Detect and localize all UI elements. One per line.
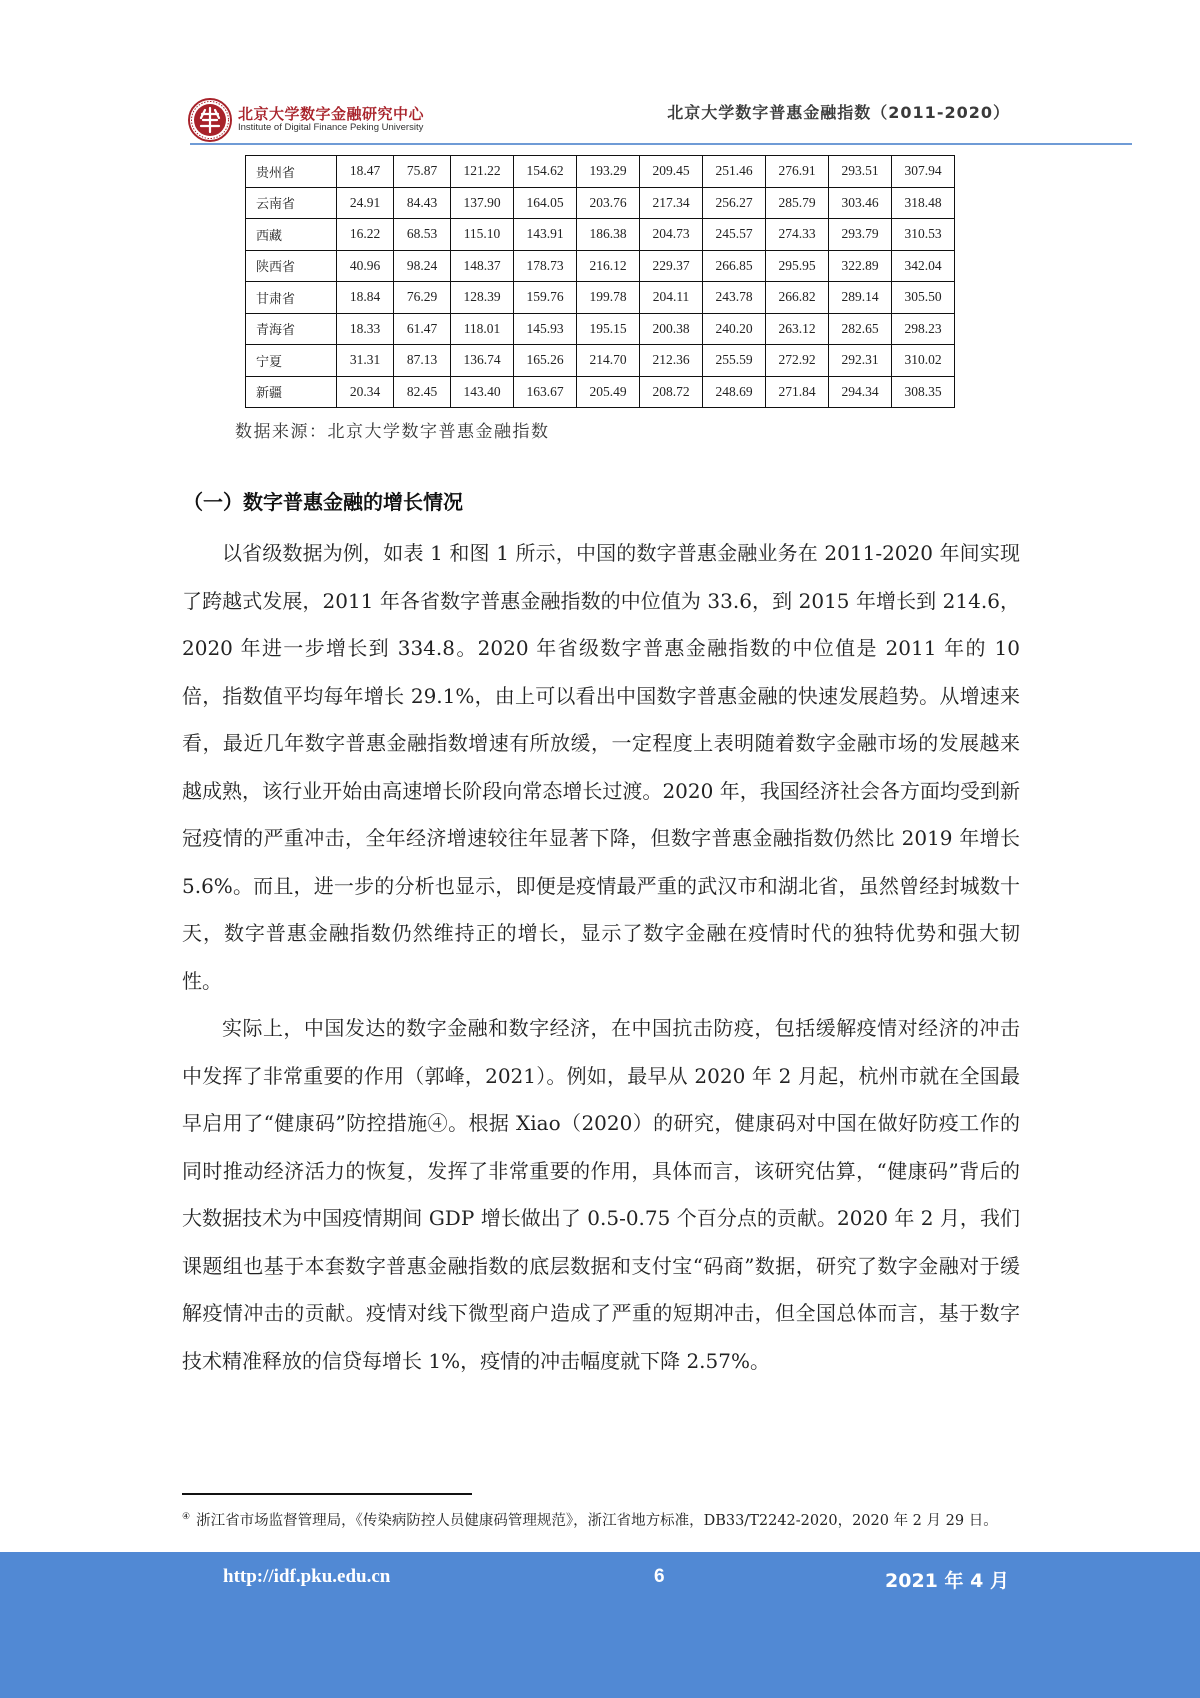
page-footer [0, 1552, 1200, 1698]
index-table [245, 155, 955, 408]
index-value-cell: 199.78 [577, 282, 640, 314]
index-value-cell: 165.26 [514, 345, 577, 377]
index-value-cell: 118.01 [451, 313, 514, 345]
footnote-text: 浙江省市场监督管理局，《传染病防控人员健康码管理规范》，浙江省地方标准，DB33/T2242-2020，2020 年 2 月 29 日。 [196, 1512, 998, 1529]
province-cell: 陕西省 [246, 250, 337, 282]
section-heading: （一）数字普惠金融的增长情况 [183, 490, 463, 514]
index-value-cell: 214.70 [577, 345, 640, 377]
index-value-cell: 76.29 [394, 282, 451, 314]
index-value-cell: 289.14 [829, 282, 892, 314]
index-value-cell: 292.31 [829, 345, 892, 377]
index-value-cell: 159.76 [514, 282, 577, 314]
index-value-cell: 251.46 [703, 156, 766, 188]
table-row [246, 282, 955, 314]
index-value-cell: 308.35 [892, 376, 955, 408]
table-row [246, 313, 955, 345]
index-value-cell: 20.34 [337, 376, 394, 408]
index-value-cell: 203.76 [577, 187, 640, 219]
province-cell: 甘肃省 [246, 282, 337, 314]
org-name-en: Institute of Digital Finance Peking University [238, 121, 424, 133]
index-value-cell: 84.43 [394, 187, 451, 219]
index-value-cell: 204.11 [640, 282, 703, 314]
index-value-cell: 305.50 [892, 282, 955, 314]
index-value-cell: 342.04 [892, 250, 955, 282]
page-number: 6 [654, 1566, 665, 1587]
index-value-cell: 276.91 [766, 156, 829, 188]
province-cell: 云南省 [246, 187, 337, 219]
index-value-cell: 303.46 [829, 187, 892, 219]
index-value-cell: 217.34 [640, 187, 703, 219]
index-value-cell: 322.89 [829, 250, 892, 282]
province-cell: 青海省 [246, 313, 337, 345]
index-value-cell: 98.24 [394, 250, 451, 282]
table-row [246, 345, 955, 377]
index-value-cell: 229.37 [640, 250, 703, 282]
index-value-cell: 145.93 [514, 313, 577, 345]
table-row [246, 250, 955, 282]
index-value-cell: 310.02 [892, 345, 955, 377]
index-value-cell: 18.33 [337, 313, 394, 345]
index-value-cell: 178.73 [514, 250, 577, 282]
body-text [182, 530, 1020, 1385]
org-name-cn: 北京大学数字金融研究中心 [238, 105, 425, 124]
province-cell: 西藏 [246, 219, 337, 251]
index-value-cell: 163.67 [514, 376, 577, 408]
index-value-cell: 40.96 [337, 250, 394, 282]
index-value-cell: 143.91 [514, 219, 577, 251]
index-value-cell: 318.48 [892, 187, 955, 219]
index-value-cell: 75.87 [394, 156, 451, 188]
index-value-cell: 208.72 [640, 376, 703, 408]
org-logo [188, 98, 424, 142]
index-value-cell: 285.79 [766, 187, 829, 219]
index-value-cell: 18.47 [337, 156, 394, 188]
index-value-cell: 193.29 [577, 156, 640, 188]
index-value-cell: 143.40 [451, 376, 514, 408]
index-value-cell: 148.37 [451, 250, 514, 282]
footer-url-link[interactable]: http://idf.pku.edu.cn [223, 1566, 391, 1587]
page-header [0, 0, 1200, 150]
index-value-cell: 248.69 [703, 376, 766, 408]
publication-date: 2021 年 4 月 [885, 1570, 1009, 1592]
province-cell: 新疆 [246, 376, 337, 408]
document-title: 北京大学数字普惠金融指数（2011-2020） [667, 103, 1010, 122]
table-row [246, 376, 955, 408]
header-divider [190, 143, 1132, 145]
index-value-cell: 212.36 [640, 345, 703, 377]
index-value-cell: 186.38 [577, 219, 640, 251]
index-value-cell: 263.12 [766, 313, 829, 345]
table-row [246, 187, 955, 219]
footnote-divider [182, 1493, 472, 1495]
index-value-cell: 204.73 [640, 219, 703, 251]
index-value-cell: 282.65 [829, 313, 892, 345]
paragraph: 以省级数据为例，如表 1 和图 1 所示，中国的数字普惠金融业务在 2011-2020 年间实现了跨越式发展，2011 年各省数字普惠金融指数的中位值为 33.6，到 2015 年增长到 214.6，2020 年进一步增长到 334.8。2020 年省级数字普惠金融指数的中位值是 2011 年的 10 倍，指数值平均每年增长 29.1%，由上可以看出中国数字普惠金融的快速发展趋势。从增速来看，最近几年数字普惠金融指数增速有所放缓，一定程度上表明随着数字金融市场的发展越来越成熟，该行业开始由高速增长阶段向常态增长过渡。2020 年，我国经济社会各方面均受到新冠疫情的严重冲击，全年经济增速较往年显著下降，但数字普惠金融指数仍然比 2019 年增长 5.6%。而且，进一步的分析也显示，即便是疫情最严重的武汉市和湖北省，虽然曾经封城数十天，数字普惠金融指数仍然维持正的增长，显示了数字金融在疫情时代的独特优势和强大韧性。 [182, 541, 1020, 993]
index-value-cell: 115.10 [451, 219, 514, 251]
index-value-cell: 136.74 [451, 345, 514, 377]
index-value-cell: 295.95 [766, 250, 829, 282]
province-cell: 贵州省 [246, 156, 337, 188]
table-row [246, 219, 955, 251]
index-value-cell: 200.38 [640, 313, 703, 345]
index-value-cell: 310.53 [892, 219, 955, 251]
footnote-mark: ④ [182, 1512, 191, 1522]
index-value-cell: 24.91 [337, 187, 394, 219]
index-value-cell: 272.92 [766, 345, 829, 377]
province-cell: 宁夏 [246, 345, 337, 377]
paragraph: 实际上，中国发达的数字金融和数字经济，在中国抗击防疫，包括缓解疫情对经济的冲击中发挥了非常重要的作用（郭峰，2021）。例如，最早从 2020 年 2 月起，杭州市就在全国最早启用了“健康码”防控措施④。根据 Xiao（2020）的研究，健康码对中国在做好防疫工作的同时推动经济活力的恢复，发挥了非常重要的作用，具体而言，该研究估算，“健康码”背后的大数据技术为中国疫情期间 GDP 增长做出了 0.5-0.75 个百分点的贡献。2020 年 2 月，我们课题组也基于本套数字普惠金融指数的底层数据和支付宝“码商”数据，研究了数字金融对于缓解疫情冲击的贡献。疫情对线下微型商户造成了严重的短期冲击，但全国总体而言，基于数字技术精准释放的信贷每增长 1%，疫情的冲击幅度就下降 2.57%。 [182, 1016, 1020, 1373]
index-value-cell: 82.45 [394, 376, 451, 408]
index-value-cell: 298.23 [892, 313, 955, 345]
index-value-cell: 266.82 [766, 282, 829, 314]
index-value-cell: 274.33 [766, 219, 829, 251]
index-value-cell: 243.78 [703, 282, 766, 314]
footnote [182, 1505, 1022, 1533]
index-value-cell: 121.22 [451, 156, 514, 188]
index-value-cell: 256.27 [703, 187, 766, 219]
index-value-cell: 266.85 [703, 250, 766, 282]
index-value-cell: 209.45 [640, 156, 703, 188]
table-row [246, 156, 955, 188]
index-value-cell: 216.12 [577, 250, 640, 282]
index-value-cell: 255.59 [703, 345, 766, 377]
pku-seal-icon [188, 98, 232, 142]
index-value-cell: 293.51 [829, 156, 892, 188]
index-value-cell: 245.57 [703, 219, 766, 251]
index-value-cell: 154.62 [514, 156, 577, 188]
index-value-cell: 271.84 [766, 376, 829, 408]
index-value-cell: 164.05 [514, 187, 577, 219]
index-value-cell: 87.13 [394, 345, 451, 377]
index-value-cell: 205.49 [577, 376, 640, 408]
index-value-cell: 195.15 [577, 313, 640, 345]
index-value-cell: 16.22 [337, 219, 394, 251]
table-source-note: 数据来源：北京大学数字普惠金融指数 [235, 422, 550, 442]
index-value-cell: 240.20 [703, 313, 766, 345]
index-value-cell: 137.90 [451, 187, 514, 219]
index-value-cell: 128.39 [451, 282, 514, 314]
index-value-cell: 18.84 [337, 282, 394, 314]
index-value-cell: 294.34 [829, 376, 892, 408]
index-value-cell: 31.31 [337, 345, 394, 377]
index-value-cell: 307.94 [892, 156, 955, 188]
index-value-cell: 68.53 [394, 219, 451, 251]
index-value-cell: 61.47 [394, 313, 451, 345]
index-value-cell: 293.79 [829, 219, 892, 251]
